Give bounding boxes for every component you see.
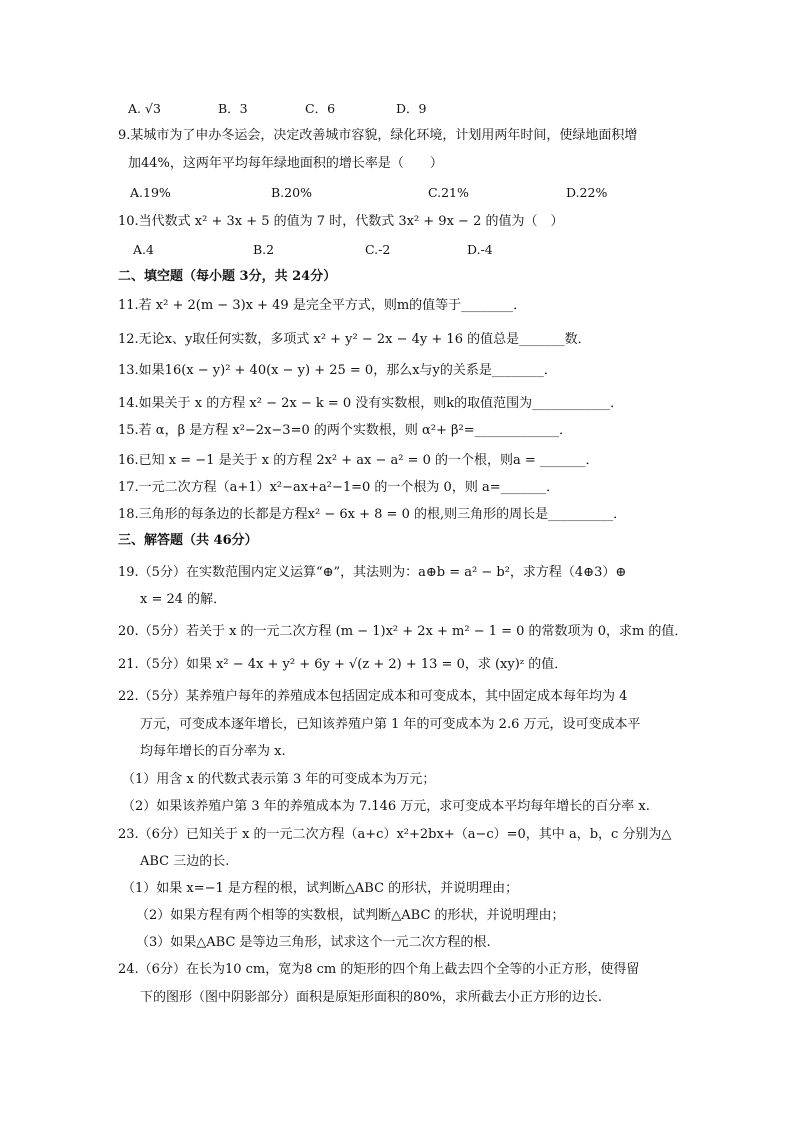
question-22-line-3: 均每年增长的百分率为 x. xyxy=(140,744,286,759)
question-23-part-2: （2）如果方程有两个相等的实数根，试判断△ABC 的形状，并说明理由； xyxy=(136,908,565,923)
q8-option-b: B．3 xyxy=(218,101,248,116)
q10-option-c: C.-2 xyxy=(365,242,391,257)
question-23-line-2: ABC 三边的长. xyxy=(140,854,230,869)
question-23-line-1: 23.（6分）已知关于 x 的一元二次方程（a+c）x²+2bx+（a−c）=0，其中 a，b，c 分别为△ xyxy=(118,827,672,842)
q8-option-a: A. √3 xyxy=(128,101,161,116)
question-24-line-1: 24.（6分）在长为10 cm，宽为8 cm 的矩形的四个角上截去四个全等的小正方形，使得留 xyxy=(118,962,640,977)
question-21: 21.（5分）如果 x² − 4x + y² + 6y + √(z + 2) + 13 = 0，求 (xy)ᶻ 的值． xyxy=(118,657,568,672)
question-24-line-2: 下的图形（图中阴影部分）面积是原矩形面积的80%，求所截去小正方形的边长. xyxy=(140,990,603,1005)
question-18: 18.三角形的每条边的长都是方程x² − 6x + 8 = 0 的根,则三角形的周长是__________． xyxy=(118,507,627,522)
q9-line-2: 加44%，这两年平均每年绿地面积的增长率是（ ） xyxy=(128,156,443,171)
question-22-line-2: 万元，可变成本逐年增长，已知该养殖户第 1 年的可变成本为 2.6 万元，设可变成本平 xyxy=(140,717,641,732)
q9-option-a: A.19% xyxy=(130,185,171,200)
question-11: 11.若 x² + 2(m − 3)x + 49 是完全平方式，则m的值等于________． xyxy=(118,298,527,313)
q9-option-d: D.22% xyxy=(566,185,608,200)
question-22-part-2: （2）如果该养殖户第 3 年的养殖成本为 7.146 万元，求可变成本平均每年增长的百分率 x. xyxy=(122,799,650,814)
question-23-part-3: （3）如果△ABC 是等边三角形，试求这个一元二次方程的根. xyxy=(136,935,491,950)
q10-line: 10.当代数式 x² + 3x + 5 的值为 7 时，代数式 3x² + 9x − 2 的值为（ ） xyxy=(118,214,564,229)
question-22-part-1: （1）用含 x 的代数式表示第 3 年的可变成本为万元； xyxy=(122,772,436,787)
question-17: 17.一元二次方程（a+1）x²−ax+a²−1=0 的一个根为 0，则 a=_______． xyxy=(118,480,560,495)
question-14: 14.如果关于 x 的方程 x² − 2x − k = 0 没有实数根，则k的取值范围为____________． xyxy=(118,396,624,411)
q9-line-1: 9.某城市为了申办冬运会，决定改善城市容貌，绿化环境，计划用两年时间，使绿地面积增 xyxy=(118,128,638,143)
q8-option-d: D．9 xyxy=(396,101,427,116)
question-20: 20.（5分）若关于 x 的一元二次方程 (m − 1)x² + 2x + m² − 1 = 0 的常数项为 0，求m 的值． xyxy=(118,624,688,639)
question-13: 13.如果16(x − y)² + 40(x − y) + 25 = 0，那么x与y的关系是________． xyxy=(118,363,557,378)
question-22-line-1: 22.（5分）某养殖户每年的养殖成本包括固定成本和可变成本，其中固定成本每年均为 4 xyxy=(118,689,628,704)
section-heading-solve: 三、解答题（共 46分） xyxy=(118,533,258,548)
q10-option-a: A.4 xyxy=(133,242,154,257)
q10-option-d: D.-4 xyxy=(467,242,493,257)
section-heading-fill-in: 二、填空题（每小题 3分，共 24分） xyxy=(118,269,337,284)
question-15: 15.若 α，β 是方程 x²−2x−3=0 的两个实数根，则 α²+ β²=_____________． xyxy=(118,423,573,438)
question-12: 12.无论x、y取任何实数，多项式 x² + y² − 2x − 4y + 16 的值总是_______数． xyxy=(118,332,591,347)
question-19-line-1: 19.（5分）在实数范围内定义运算“⊕”，其法则为：a⊕b = a² − b²，求方程（4⊕3）⊕ xyxy=(118,565,627,580)
q10-option-b: B.2 xyxy=(253,242,275,257)
q9-option-c: C.21% xyxy=(428,185,469,200)
question-16: 16.已知 x = −1 是关于 x 的方程 2x² + ax − a² = 0 的一个根，则a = _______． xyxy=(118,453,599,468)
q9-option-b: B.20% xyxy=(271,185,312,200)
q8-option-c: C．6 xyxy=(305,101,336,116)
question-19-line-2: x = 24 的解． xyxy=(140,592,227,607)
question-23-part-1: （1）如果 x=−1 是方程的根，试判断△ABC 的形状，并说明理由； xyxy=(122,881,519,896)
